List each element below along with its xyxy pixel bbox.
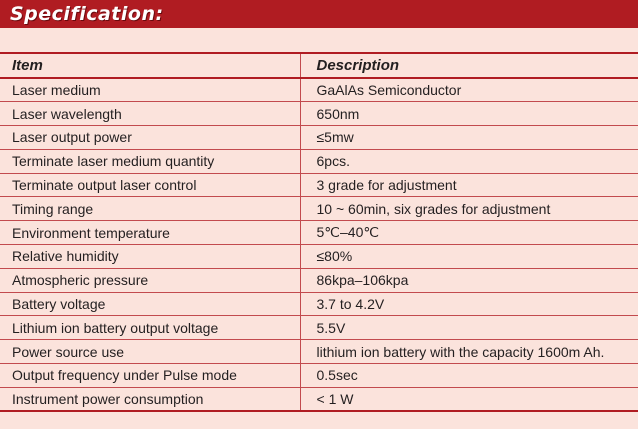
spec-item-cell: Battery voltage xyxy=(0,292,300,316)
spec-description-cell: GaAlAs Semiconductor xyxy=(300,78,638,102)
spec-item-cell: Terminate output laser control xyxy=(0,173,300,197)
spec-description-cell: 3 grade for adjustment xyxy=(300,173,638,197)
table-row xyxy=(0,316,638,340)
table-row xyxy=(0,173,638,197)
page-title: Specification: xyxy=(10,3,164,25)
spec-item-cell: Atmospheric pressure xyxy=(0,268,300,292)
spec-item-cell: Output frequency under Pulse mode xyxy=(0,364,300,388)
column-header-description: Description xyxy=(300,53,638,78)
table-row xyxy=(0,149,638,173)
spec-header-banner xyxy=(0,0,638,28)
spec-item-cell: Terminate laser medium quantity xyxy=(0,149,300,173)
spec-description-cell: 5℃–40℃ xyxy=(300,221,638,245)
spec-description-cell: ≤5mw xyxy=(300,126,638,150)
table-header-row xyxy=(0,53,638,78)
table-row xyxy=(0,364,638,388)
spec-description-cell: 0.5sec xyxy=(300,364,638,388)
spec-item-cell: Lithium ion battery output voltage xyxy=(0,316,300,340)
table-row xyxy=(0,102,638,126)
spec-description-cell: 3.7 to 4.2V xyxy=(300,292,638,316)
table-row xyxy=(0,221,638,245)
spec-description-cell: 86kpa–106kpa xyxy=(300,268,638,292)
spec-item-cell: Power source use xyxy=(0,340,300,364)
spec-table xyxy=(0,52,638,412)
spec-description-cell: < 1 W xyxy=(300,387,638,411)
spec-description-cell: 10 ~ 60min, six grades for adjustment xyxy=(300,197,638,221)
spec-item-cell: Laser output power xyxy=(0,126,300,150)
table-row xyxy=(0,197,638,221)
table-row xyxy=(0,126,638,150)
spec-table-body xyxy=(0,78,638,411)
table-row xyxy=(0,292,638,316)
spec-item-cell: Environment temperature xyxy=(0,221,300,245)
table-row xyxy=(0,78,638,102)
spec-description-cell: 6pcs. xyxy=(300,149,638,173)
spec-item-cell: Instrument power consumption xyxy=(12,391,204,407)
table-row xyxy=(0,387,638,411)
spec-item-cell: Laser medium xyxy=(0,78,300,102)
table-row xyxy=(0,268,638,292)
spec-description-cell: 650nm xyxy=(300,102,638,126)
spec-item-cell: Laser wavelength xyxy=(0,102,300,126)
table-row xyxy=(0,340,638,364)
spec-item-cell: Relative humidity xyxy=(0,245,300,269)
table-row xyxy=(0,245,638,269)
spec-description-cell: lithium ion battery with the capacity 1600m Ah. xyxy=(300,340,638,364)
spec-description-cell: 5.5V xyxy=(300,316,638,340)
column-header-item: Item xyxy=(0,53,300,78)
spec-item-cell: Timing range xyxy=(0,197,300,221)
spec-description-cell: ≤80% xyxy=(300,245,638,269)
